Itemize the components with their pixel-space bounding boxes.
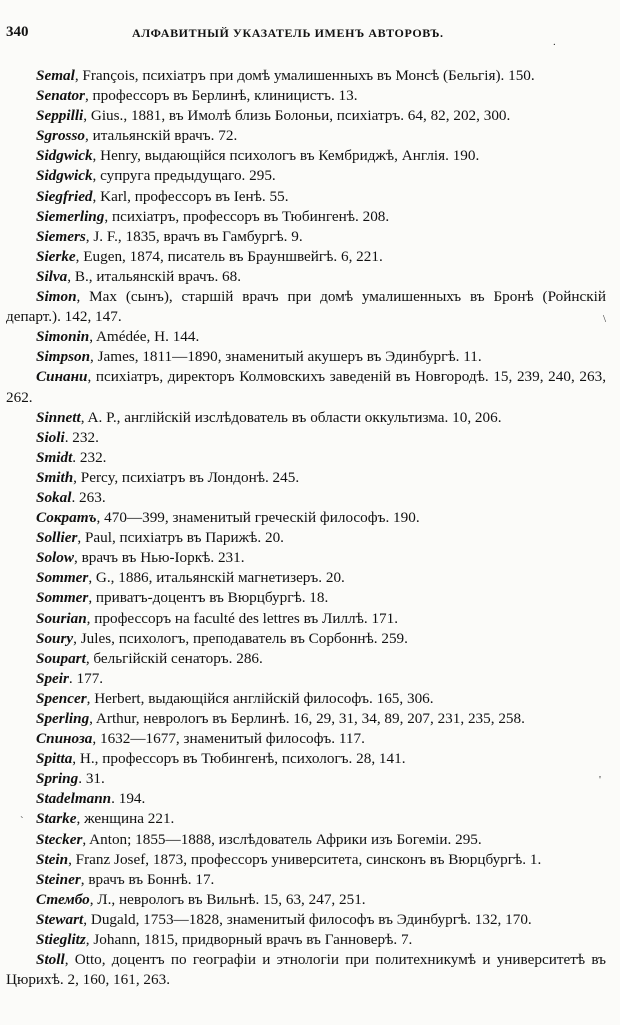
index-entry [6,146,606,166]
entry-description: . 263. [71,488,106,506]
index-entry [6,488,606,508]
index-entry [6,609,606,629]
author-name: Steiner [36,870,81,888]
index-entry [6,649,606,669]
entry-description: , Max (сынъ), старшій врачъ при домѣ умалишенныхъ въ Бронѣ (Ройнскій департ.). 142, 147. [6,288,606,326]
index-entry [6,408,606,428]
author-name: Silva [36,267,68,285]
index-entry [6,187,606,207]
author-name: Simonin [36,328,90,346]
author-name: Sgrosso [36,127,85,145]
author-name: Sidgwick [36,167,93,185]
index-entry [6,126,606,146]
entry-description: , бельгійскій сенаторъ. 286. [85,649,263,667]
author-name: Сократъ [36,509,97,527]
index-entry [6,448,606,468]
author-name: Senator [36,87,85,105]
index-entry [6,528,606,548]
index-entry [6,166,606,186]
author-name: Stoll [36,951,65,969]
author-name: Stadelmann [36,790,112,808]
author-name: Semal [36,67,75,84]
index-entry [6,227,606,247]
entry-description: , B., итальянскій врачъ. 68. [67,267,242,285]
entry-description: , 1632—1677, знаменитый философъ. 117. [92,730,365,748]
entry-description: , Herbert, выдающійся англійскій философъ. 165, 306. [86,689,434,707]
entry-description: , Percy, психіатръ въ Лондонѣ. 245. [73,468,300,486]
author-name: Speir [36,669,69,687]
author-name: Спиноза [36,730,93,748]
entry-description: , врачъ въ Боннѣ. 17. [80,870,215,888]
author-name: Sokal [36,488,72,506]
entry-description: , профессоръ на faculté des lettres въ Лиллѣ. 171. [86,609,399,627]
entry-description: . 232. [64,428,99,446]
entry-description: , Gius., 1881, въ Имолѣ близь Болоньи, психіатръ. 64, 82, 202, 300. [83,107,511,125]
author-name: Sperling [36,710,90,727]
entry-description: , приватъ-доцентъ въ Вюрцбургѣ. 18. [88,589,329,607]
index-entry [6,548,606,568]
author-name: Sinnett [36,408,81,426]
author-name: Simpson [36,348,91,366]
author-name: Siemers [36,227,86,245]
author-name: Spencer [36,689,87,707]
index-entry [6,709,606,729]
entry-description: , Paul, психіатръ въ Парижѣ. 20. [77,529,284,547]
index-entry [6,588,606,608]
index-entry [6,890,606,910]
author-name: Stecker [36,830,83,848]
author-name: Seppilli [36,107,84,125]
author-name: Sommer [36,589,89,607]
entry-description: , профессоръ въ Берлинѣ, клиницистъ. 13. [84,87,358,105]
index-entry [6,327,606,347]
entry-description: , James, 1811—1890, знаменитый акушеръ въ Эдинбургѣ. 11. [90,348,482,366]
index-entry [6,66,606,86]
author-name: Sourian [36,609,87,627]
author-name: Spring [36,770,79,788]
index-entry [6,347,606,367]
index-entry [6,468,606,488]
author-name: Sierke [36,247,76,265]
author-name: Starke [36,810,77,828]
author-name: Smidt [36,448,73,466]
index-entry [6,568,606,588]
author-name: Soupart [36,649,86,667]
entry-description: . 177. [68,669,104,687]
index-entry [6,830,606,850]
author-index-list [6,66,606,990]
entry-description: , Henry, выдающійся психологъ въ Кембриджѣ, Англія. 190. [92,147,480,165]
entry-description: , Jules, психологъ, преподаватель въ Сорбоннѣ. 259. [73,629,408,647]
author-name: Simon [36,288,77,306]
entry-description: , психіатръ, профессоръ въ Тюбингенѣ. 208. [104,207,390,225]
entry-description: , Franz Josef, 1873, профессоръ университета, синсконъ въ Вюрцбургѣ. 1. [68,850,542,868]
entry-description: , супруга предыдущаго. 295. [92,167,276,185]
index-entry [6,850,606,870]
author-name: Stein [36,850,69,868]
print-speck: ` [20,815,24,827]
author-name: Stewart [36,910,84,928]
author-name: Sommer [36,569,89,587]
index-entry [6,247,606,267]
index-entry [6,86,606,106]
entry-description: , Л., невролоrъ въ Вильнѣ. 15, 63, 247, 251. [89,890,366,908]
index-entry [6,809,606,829]
print-speck: \ [603,313,607,325]
page-header [6,24,610,48]
author-name: Sollier [36,529,78,547]
author-name: Smith [36,468,74,486]
entry-description: , женщина 221. [76,810,175,828]
entry-description: . 232. [72,448,107,466]
index-entry [6,207,606,227]
entry-description: , врачъ въ Нью-Іоркѣ. 231. [73,549,245,567]
entry-description: , Karl, профессоръ въ Іенѣ. 55. [92,187,289,205]
index-entry [6,629,606,649]
entry-description: , Arthur, невролоrъ въ Берлинѣ. 16, 29, 31, 34, 89, 207, 231, 235, 258. [89,710,525,727]
entry-description: , Dugald, 1753—1828, знаменитый философъ въ Эдинбургѣ. 132, 170. [83,910,532,928]
page-number: 340 [6,24,29,40]
index-entry [6,287,606,327]
author-name: Sioli [36,428,65,446]
index-entry [6,870,606,890]
index-entry [6,930,606,950]
index-entry [6,428,606,448]
author-name: Синани [36,368,88,386]
entry-description: , психіатръ, директоръ Колмовскихъ заведеній въ Новгородѣ. 15, 239, 240, 263, 262. [6,368,606,406]
entry-description: , итальянскій врачъ. 72. [84,127,238,145]
entry-description: , Eugen, 1874, писатель въ Брауншвейгѣ. 6, 221. [75,247,383,265]
index-entry [6,950,606,990]
author-name: Стембо [36,890,90,908]
index-entry [6,769,606,789]
author-name: Stieglitz [36,931,86,949]
entry-description: , J. F., 1835, врачъ въ Гамбургѣ. 9. [85,227,303,245]
entry-description: , Johann, 1815, придворный врачъ въ Ганноверѣ. 7. [85,931,413,949]
entry-description: , 470—399, знаменитый греческій философъ. 190. [96,509,420,527]
entry-description: , Otto, доцентъ по географіи и этнологіи при политехникумѣ и университетѣ въ Цюрихѣ. 2, 160, 161, 263. [6,951,606,989]
entry-description: , François, психіатръ при домѣ умалишенныхъ въ Монсѣ (Бельгія). 150. [74,67,535,84]
index-entry [6,689,606,709]
entry-description: , H., профессоръ въ Тюбингенѣ, психологъ. 28, 141. [72,750,406,768]
entry-description: , Anton; 1855—1888, изслѣдователь Африки изъ Богеміи. 295. [82,830,482,848]
index-entry [6,729,606,749]
entry-description: . 194. [111,790,146,808]
print-speck: . [553,36,556,48]
index-entry [6,910,606,930]
author-name: Siemerling [36,207,105,225]
author-name: Solow [36,549,74,567]
author-name: Soury [36,629,74,647]
entry-description: . 31. [78,770,105,788]
index-entry [6,267,606,287]
entry-description: , G., 1886, итальянскій магнетизеръ. 20. [88,569,345,587]
running-title: АЛФАВИТНЫЙ УКАЗАТЕЛЬ ИМЕНЪ АВТОРОВЪ. [132,26,444,40]
index-entry [6,669,606,689]
index-entry [6,106,606,126]
index-entry [6,749,606,769]
index-entry [6,508,606,528]
author-name: Spitta [36,750,73,768]
entry-description: , A. P., англійскій изслѣдователь въ области оккультизма. 10, 206. [80,408,502,426]
print-speck: ' [599,774,601,786]
entry-description: , Amédée, H. 144. [89,328,200,346]
index-entry [6,367,606,407]
author-name: Sidgwick [36,147,93,165]
index-entry [6,789,606,809]
author-name: Siegfried [36,187,93,205]
